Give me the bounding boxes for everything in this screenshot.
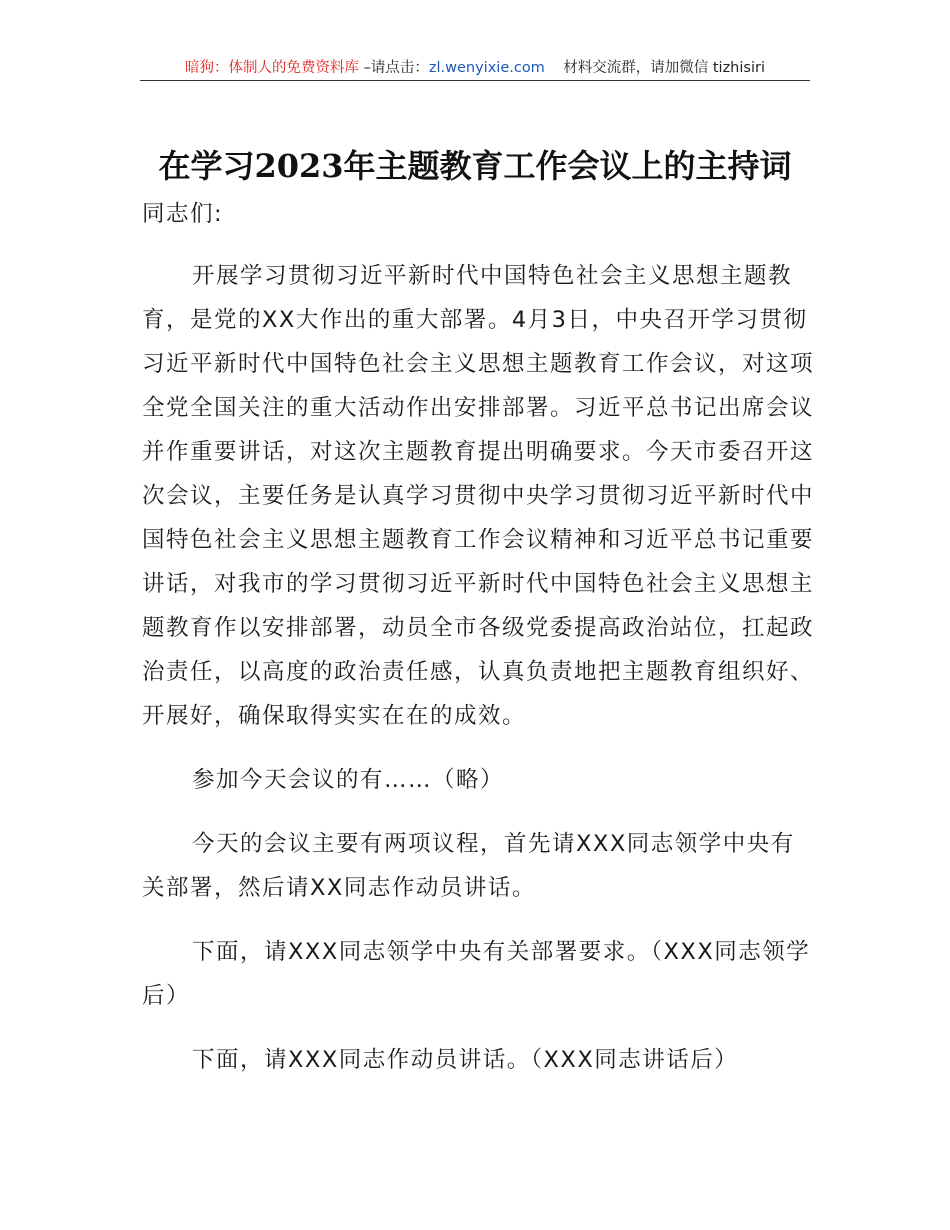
header-site-name: 暗狗：体制人的免费资料库 <box>185 60 360 76</box>
header-contact: 材料交流群，请加微信 tizhisiri <box>544 60 765 76</box>
paragraph-3: 今天的会议主要有两项议程，首先请XXX同志领学中央有关部署，然后请XX同志作动员讲话。 <box>142 831 795 901</box>
page-header <box>140 56 810 80</box>
header-divider <box>140 80 810 81</box>
paragraph-2: 参加今天会议的有……（略） <box>192 767 505 793</box>
paragraph-1: 开展学习贯彻习近平新时代中国特色社会主义思想主题教育，是党的XX大作出的重大部署。4月3日，中央召开学习贯彻习近平新时代中国特色社会主义思想主题教育工作会议，对这项全党全国关注的重大活动作出安排部署。习近平总书记出席会议并作重要讲话，对这次主题教育提出明确要求。今天市委召开这次会议，主要任务是认真学习贯彻中央学习贯彻习近平新时代中国特色社会主义思想主题教育工作会议精神和习近平总书记重要讲话，对我市的学习贯彻习近平新时代中国特色社会主义思想主题教育作以安排部署，动员全市各级党委提高政治站位，扛起政治责任，以高度的政治责任感，认真负责地把主题教育组织好、开展好，确保取得实实在在的成效。 <box>142 263 815 729</box>
document-body <box>142 192 814 1082</box>
greeting: 同志们: <box>142 201 224 227</box>
header-prompt: –请点击： <box>359 60 429 76</box>
paragraph-4: 下面，请XXX同志领学中央有关部署要求。（XXX同志领学后） <box>142 939 811 1009</box>
paragraph-5: 下面，请XXX同志作动员讲话。（XXX同志讲话后） <box>192 1047 739 1073</box>
header-url-link[interactable]: zl.wenyixie.com <box>428 60 545 76</box>
document-title: 在学习2023年主题教育工作会议上的主持词 <box>158 147 792 185</box>
